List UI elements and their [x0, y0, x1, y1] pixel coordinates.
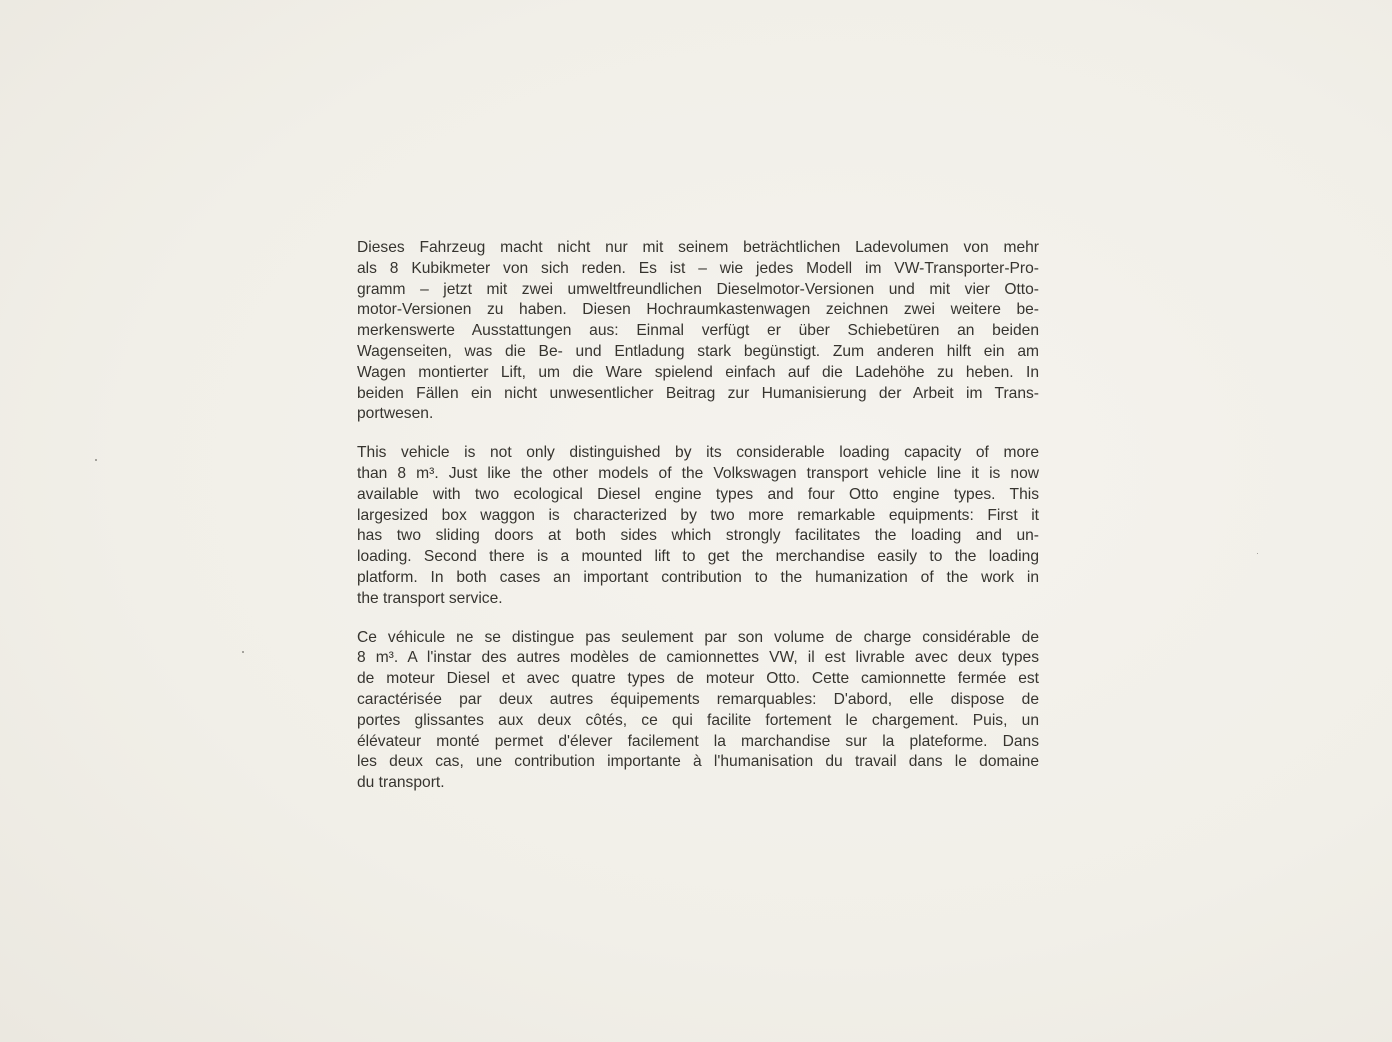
paper-speck	[242, 651, 244, 653]
text-line: du transport.	[357, 774, 445, 792]
text-line: largesized box waggon is characterized by two more remarkable equipments: First it	[357, 506, 1039, 524]
text-line: 8 m³. A l'instar des autres modèles de camionnettes VW, il est livrable avec deux types	[357, 649, 1039, 667]
text-line: de moteur Diesel et avec quatre types de moteur Otto. Cette camionnette fermée est	[357, 670, 1039, 688]
paragraph-german	[357, 238, 1039, 425]
text-line: élévateur monté permet d'élever facilement la marchandise sur la plateforme. Dans	[357, 732, 1039, 750]
text-line: This vehicle is not only distinguished by its considerable loading capacity of more	[357, 444, 1039, 462]
text-line: portes glissantes aux deux côtés, ce qui facilite fortement le chargement. Puis, un	[357, 711, 1039, 729]
text-line: les deux cas, une contribution importante à l'humanisation du travail dans le domaine	[357, 753, 1039, 771]
text-line: Dieses Fahrzeug macht nicht nur mit seinem beträchtlichen Ladevolumen von mehr	[357, 239, 1039, 256]
text-line: merkenswerte Ausstattungen aus: Einmal verfügt er über Schiebetüren an beiden	[357, 322, 1039, 340]
paragraph-french	[357, 628, 1039, 794]
text-line: than 8 m³. Just like the other models of the Volkswagen transport vehicle line it is now	[357, 464, 1039, 482]
paragraph-english	[357, 443, 1039, 609]
text-line: Ce véhicule ne se distingue pas seulement par son volume de charge considérable de	[357, 628, 1039, 646]
paper-speck	[95, 459, 97, 461]
text-line: als 8 Kubikmeter von sich reden. Es ist – wie jedes Modell im VW-Transporter-Pro-	[357, 259, 1039, 277]
text-line: available with two ecological Diesel engine types and four Otto engine types. This	[357, 485, 1039, 503]
text-line: has two sliding doors at both sides which strongly facilitates the loading and un-	[357, 527, 1039, 545]
text-line: caractérisée par deux autres équipements remarquables: D'abord, elle dispose de	[357, 690, 1039, 708]
body-text	[357, 238, 1039, 812]
text-line: Wagen montierter Lift, um die Ware spielend einfach auf die Ladehöhe zu heben. In	[357, 363, 1039, 381]
text-line: motor-Versionen zu haben. Diesen Hochraumkastenwagen zeichnen zwei weitere be-	[357, 301, 1039, 319]
text-line: the transport service.	[357, 589, 503, 607]
paper-speck	[1257, 553, 1258, 554]
text-line: beiden Fällen ein nicht unwesentlicher Beitrag zur Humanisierung der Arbeit im Trans-	[357, 384, 1039, 402]
text-line: loading. Second there is a mounted lift to get the merchandise easily to the loading	[357, 548, 1039, 566]
text-line: gramm – jetzt mit zwei umweltfreundlichen Dieselmotor-Versionen und mit vier Otto-	[357, 280, 1039, 298]
text-line: Wagenseiten, was die Be- und Entladung stark begünstigt. Zum anderen hilft ein am	[357, 342, 1039, 360]
text-line: platform. In both cases an important contribution to the humanization of the work in	[357, 568, 1039, 586]
text-line: portwesen.	[357, 405, 434, 423]
